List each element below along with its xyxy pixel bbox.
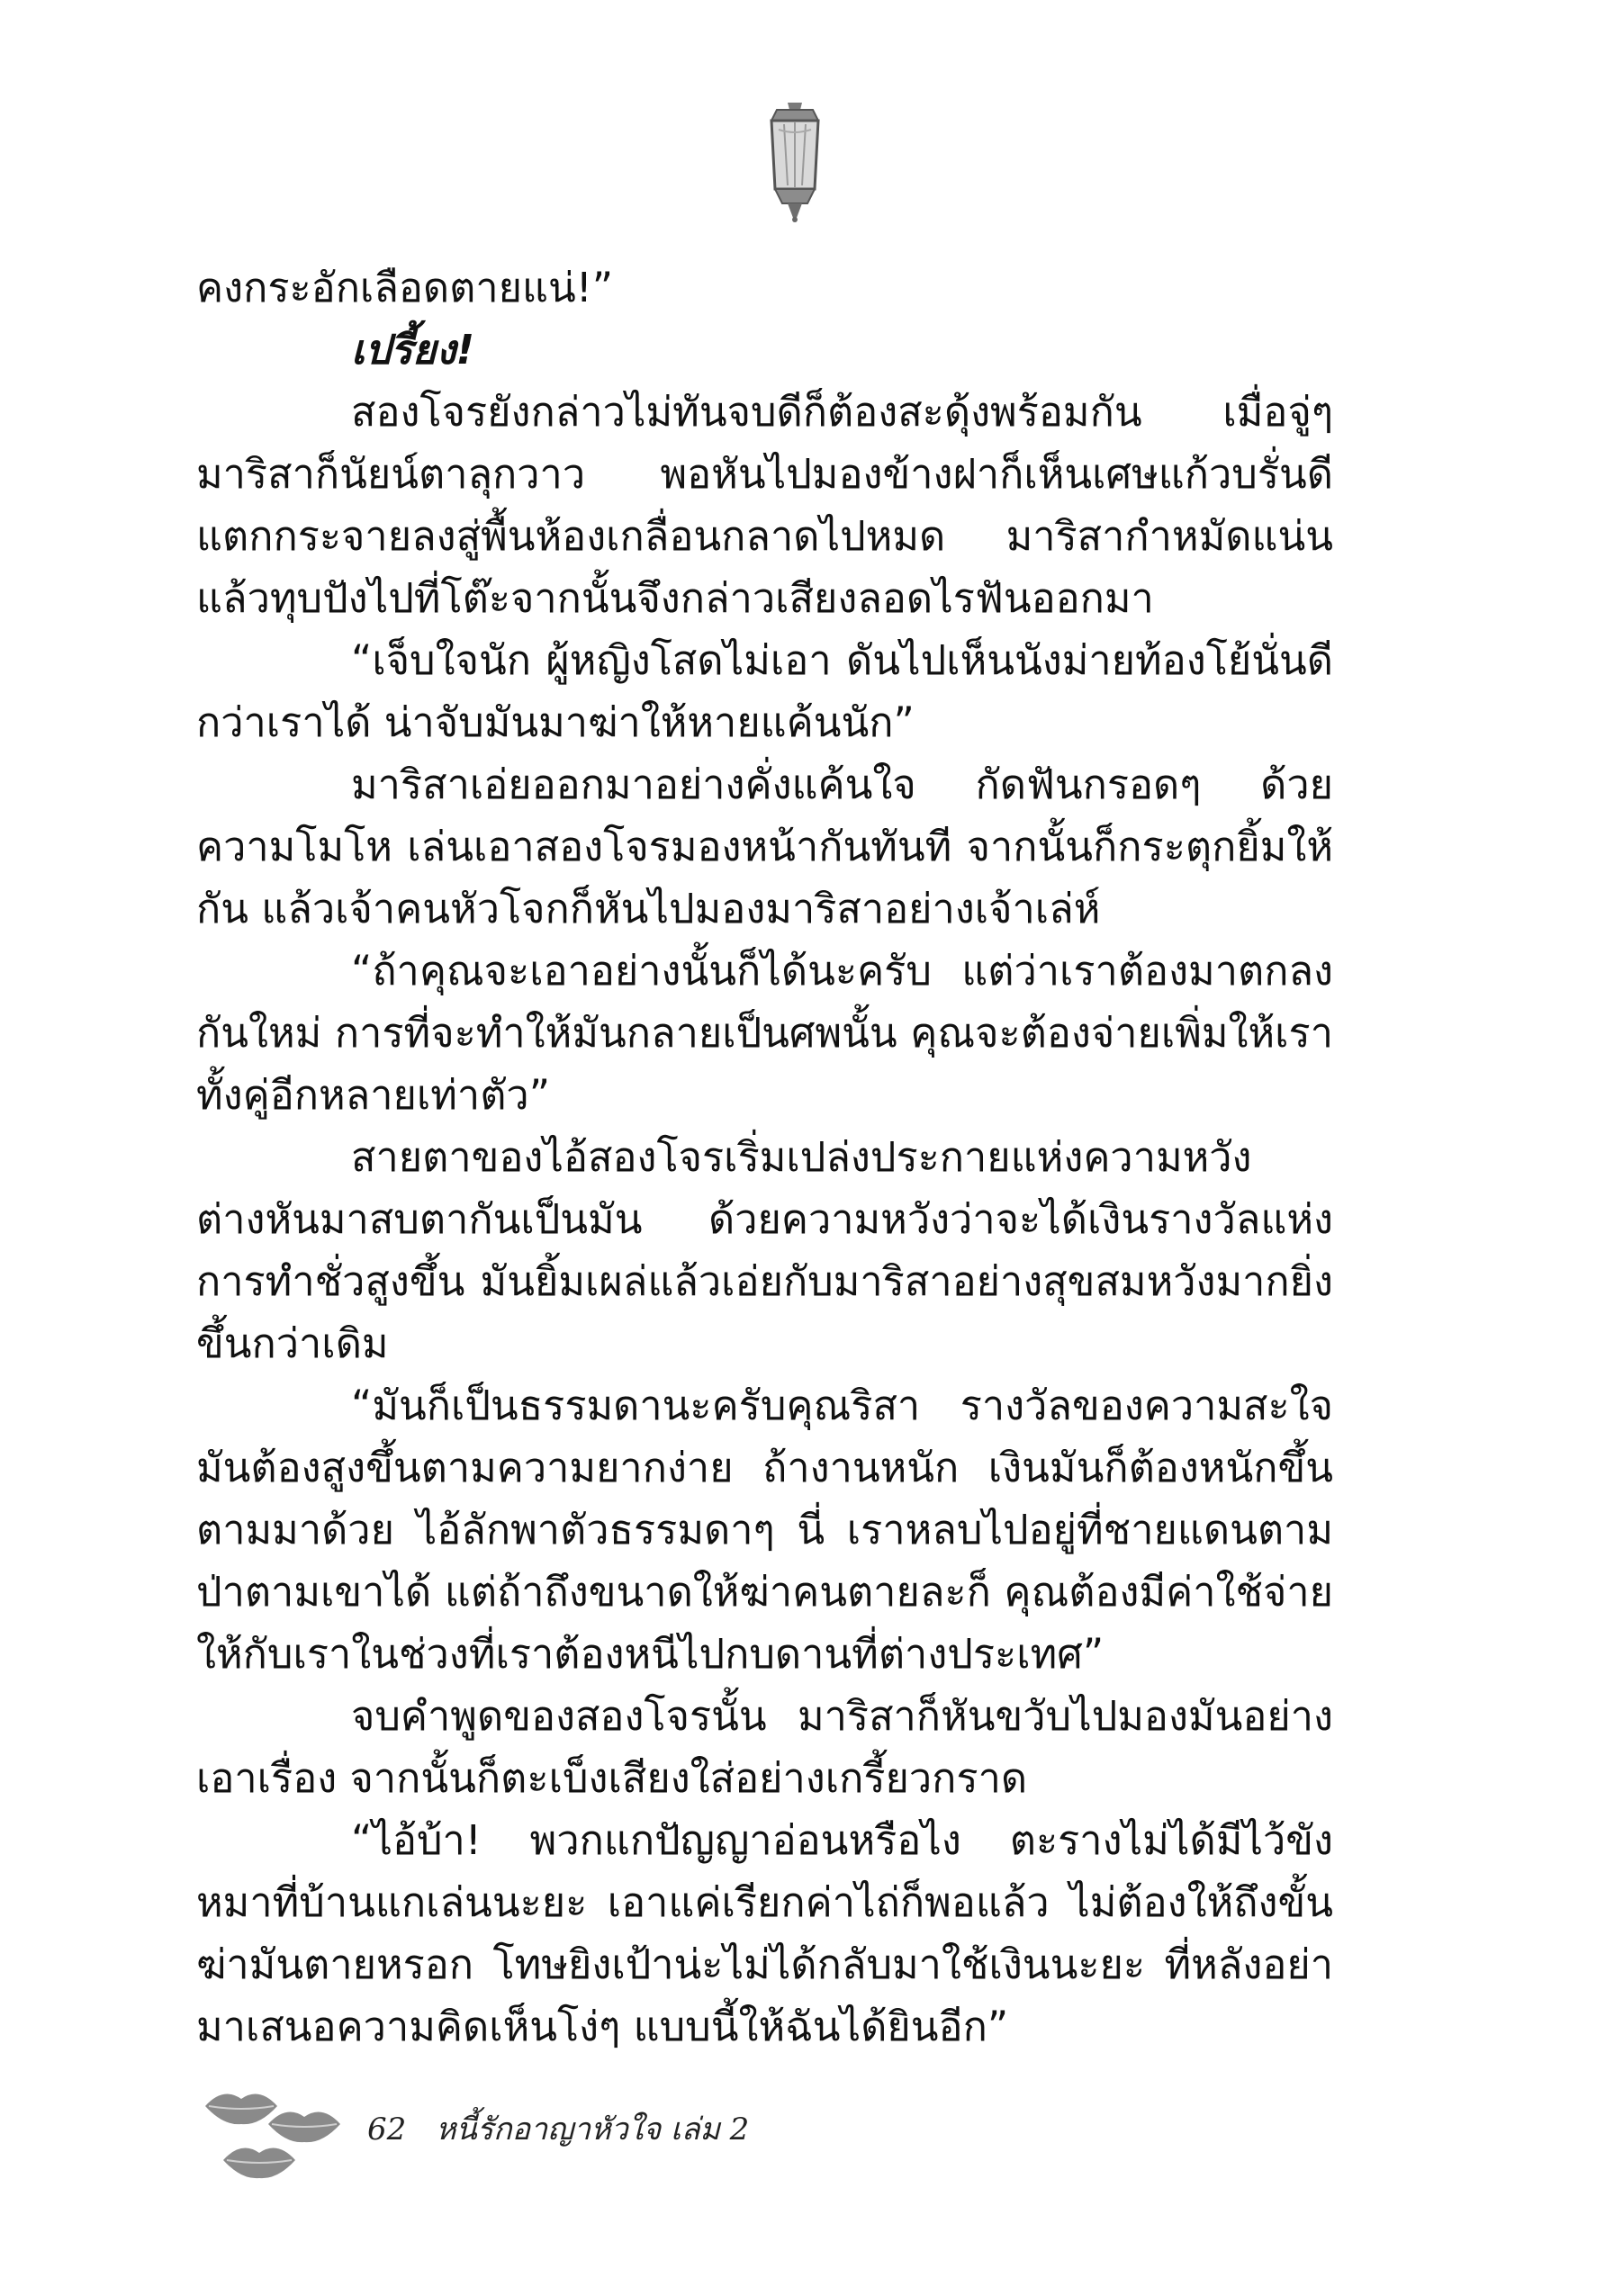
paragraph: จบคำพูดของสองโจรนั้น มาริสาก็หันขวับไปมองมันอย่างเอาเรื่อง จากนั้นก็ตะเบ็งเสียงใส่อย่างเกรี้ยวกราด — [196, 1692, 1333, 1802]
main-text — [196, 257, 1333, 2057]
paragraph: “ไอ้บ้า! พวกแกปัญญาอ่อนหรือไง ตะรางไม่ได้มีไว้ขังหมาที่บ้านแกเล่นนะยะ เอาแค่เรียกค่าไถ่ก็พอแล้ว ไม่ต้องให้ถึงขั้นฆ่ามันตายหรอก โทษยิงเป้าน่ะไม่ได้กลับมาใช้เงินนะยะ ที่หลังอย่ามาเสนอความคิดเห็นโง่ๆ แบบนี้ให้ฉันได้ยินอีก” — [196, 1816, 1333, 2050]
lips-icon — [196, 2070, 354, 2196]
lantern-icon — [741, 99, 849, 225]
book-title: หนี้รักอาญาหัวใจ เล่ม 2 — [436, 2111, 750, 2147]
paragraph: “ถ้าคุณจะเอาอย่างนั้นก็ได้นะครับ แต่ว่าเราต้องมาตกลงกันใหม่ การที่จะทำให้มันกลายเป็นศพนั้น คุณจะต้องจ่ายเพิ่มให้เราทั้งคู่อีกหลายเท่าตัว” — [196, 947, 1333, 1119]
footer-caption — [367, 2104, 769, 2153]
paragraph: มาริสาเอ่ยออกมาอย่างคั่งแค้นใจ กัดฟันกรอดๆ ด้วยความโมโห เล่นเอาสองโจรมองหน้ากันทันที จากนั้นก็กระตุกยิ้มให้กัน แล้วเจ้าคนหัวโจกก็หันไปมองมาริสาอย่างเจ้าเล่ห์ — [196, 761, 1333, 932]
sound-effect: เปรี้ยง! — [351, 326, 474, 374]
page-number: 62 — [367, 2111, 407, 2147]
paragraph: คงกระอักเลือดตายแน่!” — [196, 264, 614, 311]
page-footer — [196, 2070, 916, 2196]
paragraph: “เจ็บใจนัก ผู้หญิงโสดไม่เอา ดันไปเห็นนังม่ายท้องโย้นั่นดีกว่าเราได้ น่าจับมันมาฆ่าให้หายแค้นนัก” — [196, 636, 1333, 746]
paragraph: “มันก็เป็นธรรมดานะครับคุณริสา รางวัลของความสะใจมันต้องสูงขึ้นตามความยากง่าย ถ้างานหนัก เงินมันก็ต้องหนักขึ้นตามมาด้วย ไอ้ลักพาตัวธรรมดาๆ นี่ เราหลบไปอยู่ที่ชายแดนตามป่าตามเขาได้ แต่ถ้าถึงขนาดให้ฆ่าคนตายละก็ คุณต้องมีค่าใช้จ่ายให้กับเราในช่วงที่เราต้องหนีไปกบดานที่ต่างประเทศ” — [196, 1382, 1333, 1678]
paragraph: สายตาของไอ้สองโจรเริ่มเปล่งประกายแห่งความหวัง ต่างหันมาสบตากันเป็นมัน ด้วยความหวังว่าจะได้เงินรางวัลแห่งการทำชั่วสูงขึ้น มันยิ้มเผล่แล้วเอ่ยกับมาริสาอย่างสุขสมหวังมากยิ่งขึ้นกว่าเดิม — [196, 1133, 1333, 1367]
paragraph: สองโจรยังกล่าวไม่ทันจบดีก็ต้องสะดุ้งพร้อมกัน เมื่อจู่ๆ มาริสาก็นัยน์ตาลุกวาว พอหันไปมองข้างฝาก็เห็นเศษแก้วบรั่นดีแตกกระจายลงสู่พื้นห้องเกลื่อนกลาดไปหมด มาริสากำหมัดแน่นแล้วทุบปังไปที่โต๊ะจากนั้นจึงกล่าวเสียงลอดไรฟันออกมา — [196, 388, 1333, 622]
